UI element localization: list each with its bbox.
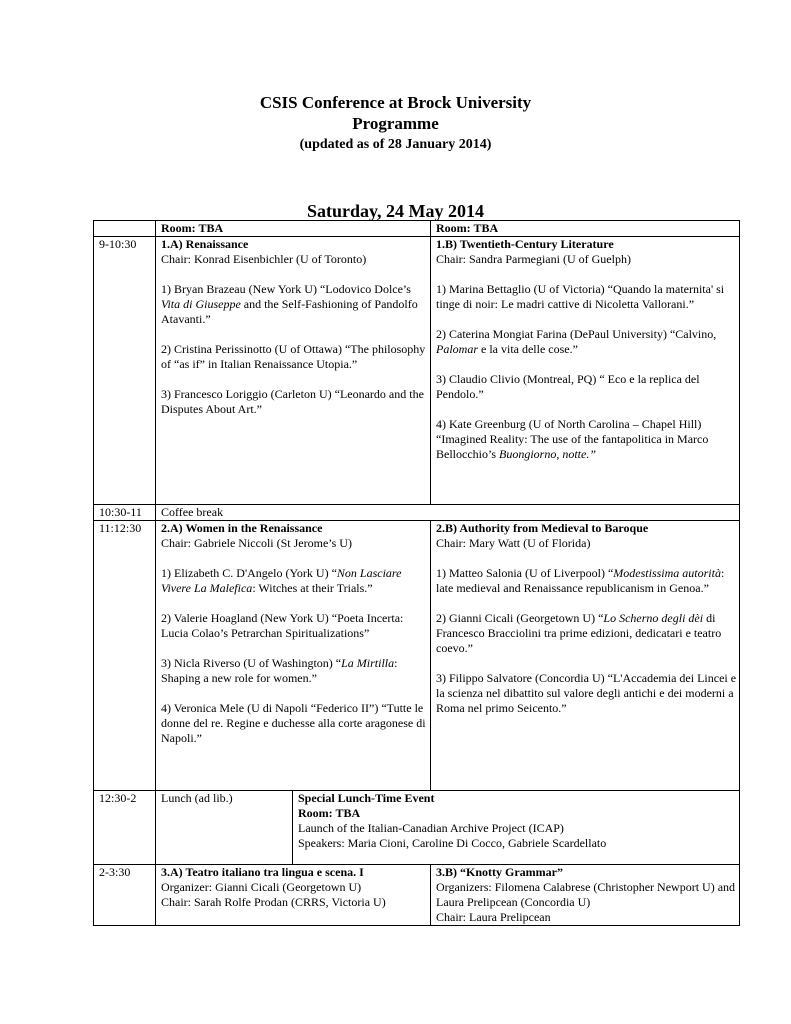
paper-item: 3) Francesco Loriggio (Carleton U) “Leonardo and the Disputes About Art.” [161,387,424,416]
time-cell: 10:30-11 [94,505,156,521]
time-cell: 11:12:30 [94,521,156,791]
session-2a [156,521,431,791]
lunch-label: Lunch (ad lib.) [156,791,293,865]
session-title: 3.A) Teatro italiano tra lingua e scena. I [161,865,364,879]
time-cell-empty [94,221,156,237]
room-row [94,221,740,237]
paper-item: 3) Filippo Salvatore (Concordia U) “L'Accademia dei Lincei e la scienza nel dibattito sul valore degli antichi e dei moderni a Roma nel primo Seicento.” [436,671,737,715]
coffee-label: Coffee break [156,505,740,521]
time-cell: 9-10:30 [94,237,156,505]
session-title: 1.B) Twentieth-Century Literature [436,237,614,251]
session-row-3 [94,865,740,926]
session-chair: Chair: Gabriele Niccoli (St Jerome’s U) [161,536,352,550]
session-chair: Chair: Konrad Eisenbichler (U of Toronto) [161,252,367,266]
paper-item: 1) Bryan Brazeau (New York U) “Lodovico Dolce’s Vita di Giuseppe and the Self-Fashioning of Pandolfo Atavanti.” [161,282,418,326]
session-title: 2.B) Authority from Medieval to Baroque [436,521,649,535]
session-2b [431,521,740,791]
session-1b [431,237,740,505]
document-title: CSIS Conference at Brock University [259,93,532,112]
paper-item: 2) Caterina Mongiat Farina (DePaul University) “Calvino, Palomar e la vita delle cose.” [436,327,717,356]
paper-item: 2) Cristina Perissinotto (U of Ottawa) “The philosophy of “as if” in Italian Renaissance Utopia.” [161,342,426,371]
session-title: 1.A) Renaissance [161,237,249,251]
session-chair: Chair: Sandra Parmegiani (U of Guelph) [436,252,631,266]
coffee-row [94,505,740,521]
session-3a [156,865,431,926]
session-chair: Chair: Mary Watt (U of Florida) [436,536,591,550]
paper-item: 2) Gianni Cicali (Georgetown U) “Lo Scherno degli dèi di Francesco Bracciolini tra prime edizioni, dedicatari e teatro coevo.” [436,611,722,655]
session-organizer: Organizer: Gianni Cicali (Georgetown U) [161,880,362,894]
paper-item: 2) Valerie Hoagland (New York U) “Poeta Incerta: Lucia Colao’s Petrarchan Spiritualizations” [161,611,404,640]
event-title: Special Lunch-Time Event [298,791,435,805]
session-row-2 [94,521,740,791]
event-speakers: Speakers: Maria Cioni, Caroline Di Cocco, Gabriele Scardellato [298,836,607,850]
session-title: 3.B) “Knotty Grammar” [436,865,563,879]
time-cell: 2-3:30 [94,865,156,926]
paper-item: 1) Elizabeth C. D'Angelo (York U) “Non Lasciare Vivere La Malefica: Witches at their Trials.” [161,566,402,595]
day-heading: Saturday, 24 May 2014 [306,201,484,221]
paper-item: 4) Kate Greenburg (U of North Carolina – Chapel Hill) “Imagined Reality: The use of the fantapolitica in Marco Bellocchio’s Buongiorno, notte.” [436,417,709,461]
session-row-1 [94,237,740,505]
session-3b [431,865,740,926]
paper-item: 3) Claudio Clivio (Montreal, PQ) “ Eco e la replica del Pendolo.” [436,372,700,401]
update-note: (updated as of 28 January 2014) [299,137,492,152]
session-1a [156,237,431,505]
session-chair: Chair: Laura Prelipcean [436,910,551,924]
paper-item: 1) Marina Bettaglio (U of Victoria) “Quando la maternita' si tinge di noir: Le madri cattive di Nicoletta Vallorani.” [436,282,725,311]
paper-item: 1) Matteo Salonia (U of Liverpool) “Modestissima autorità: late medieval and Renaissance republicanism in Genoa.” [436,566,725,595]
paper-item: 4) Veronica Mele (U di Napoli “Federico II”) “Tutte le donne del re. Regine e duchesse alla corte aragonese di Napoli.” [161,701,426,745]
event-room: Room: TBA [298,806,361,820]
session-organizer: Organizers: Filomena Calabrese (Christopher Newport U) and Laura Prelipcean (Concordia U) [436,880,736,909]
event-description: Launch of the Italian-Canadian Archive Project (ICAP) [298,821,564,835]
time-cell: 12:30-2 [94,791,156,865]
paper-item: 3) Nicla Riverso (U of Washington) “La Mirtilla: Shaping a new role for women.” [161,656,398,685]
lunch-row [94,791,740,865]
session-chair: Chair: Sarah Rolfe Prodan (CRRS, Victoria U) [161,895,386,909]
programme-table [93,220,740,926]
room-label-left: Room: TBA [156,221,431,237]
session-title: 2.A) Women in the Renaissance [161,521,323,535]
room-label-right: Room: TBA [431,221,740,237]
document-subtitle: Programme [352,114,439,133]
lunch-event [293,791,740,865]
